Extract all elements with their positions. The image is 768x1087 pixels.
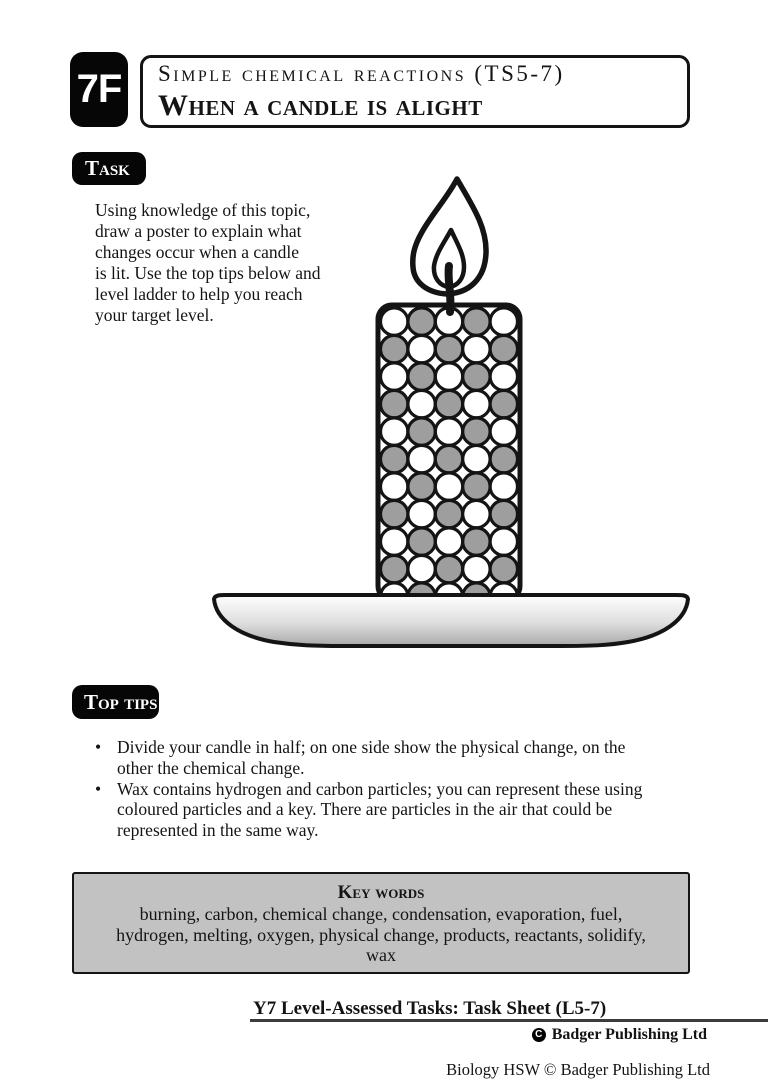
key-words-line: wax xyxy=(366,945,396,966)
wax-particle xyxy=(463,500,490,527)
wax-particle xyxy=(408,418,435,445)
candle-holder-plate xyxy=(214,595,688,646)
wax-particle xyxy=(408,335,435,362)
tip-item xyxy=(95,779,642,800)
tip-text: other the chemical change. xyxy=(117,757,305,778)
task-line: changes occur when a candle xyxy=(95,241,300,262)
tip-item-continuation xyxy=(95,758,642,779)
key-words-line: burning, carbon, chemical change, condensation, evaporation, fuel, xyxy=(139,904,623,924)
publisher-copyright xyxy=(532,1026,707,1044)
wax-particle xyxy=(381,335,408,362)
bullet-icon: • xyxy=(95,737,102,757)
wax-particle xyxy=(381,418,408,445)
tip-text: Wax contains hydrogen and carbon particles; you can represent these using xyxy=(117,778,643,799)
candle-illustration xyxy=(200,172,700,652)
wax-particle xyxy=(463,390,490,417)
wax-particle xyxy=(381,473,408,500)
key-words-line: hydrogen, melting, oxygen, physical change, products, reactants, solidify, xyxy=(116,924,646,945)
key-words-title: Key words xyxy=(337,882,425,903)
wax-particle xyxy=(490,335,517,362)
particle-grid xyxy=(381,308,518,610)
wax-particle xyxy=(435,473,462,500)
wax-particle xyxy=(490,528,517,555)
wax-particle xyxy=(490,418,517,445)
task-line: your target level. xyxy=(95,304,214,325)
header-title-box xyxy=(140,55,690,128)
wax-particle xyxy=(381,445,408,472)
wax-particle xyxy=(463,418,490,445)
task-line: is lit. Use the top tips below and xyxy=(95,262,321,283)
publisher-name: Badger Publishing Ltd xyxy=(551,1026,707,1043)
wax-particle xyxy=(435,363,462,390)
wax-particle xyxy=(408,555,435,582)
wax-particle xyxy=(381,528,408,555)
wax-particle xyxy=(490,445,517,472)
wax-particle xyxy=(490,390,517,417)
footer-divider xyxy=(250,1019,768,1022)
wax-particle xyxy=(490,308,517,335)
task-line: Using knowledge of this topic, xyxy=(95,200,311,220)
wax-particle xyxy=(435,445,462,472)
key-words-box xyxy=(72,872,690,974)
wax-particle xyxy=(490,473,517,500)
imprint-line: Biology HSW © Badger Publishing Ltd xyxy=(446,1060,710,1079)
wax-particle xyxy=(463,445,490,472)
task-line: level ladder to help you reach xyxy=(95,283,303,304)
wax-particle xyxy=(490,363,517,390)
wax-particle xyxy=(408,390,435,417)
wax-particle xyxy=(463,363,490,390)
wax-particle xyxy=(463,528,490,555)
wax-particle xyxy=(435,500,462,527)
wax-particle xyxy=(381,500,408,527)
wax-particle xyxy=(408,308,435,335)
copyright-icon: C xyxy=(532,1028,546,1042)
bullet-icon: • xyxy=(95,778,102,799)
page-title: When a candle is alight xyxy=(158,89,483,122)
wax-particle xyxy=(408,500,435,527)
wax-particle xyxy=(408,363,435,390)
tip-item-continuation xyxy=(95,799,642,820)
wax-particle xyxy=(408,445,435,472)
wax-particle xyxy=(435,528,462,555)
wax-particle xyxy=(408,528,435,555)
tip-item xyxy=(95,737,642,758)
tip-text: Divide your candle in half; on one side show the physical change, on the xyxy=(117,737,626,757)
tip-item-continuation xyxy=(95,820,642,841)
wax-particle xyxy=(490,500,517,527)
wax-particle xyxy=(463,473,490,500)
wax-particle xyxy=(381,555,408,582)
wax-particle xyxy=(381,363,408,390)
wax-particle xyxy=(435,335,462,362)
tip-text: coloured particles and a key. There are particles in the air that could be xyxy=(117,799,613,820)
wax-particle xyxy=(463,308,490,335)
wax-particle xyxy=(435,418,462,445)
wax-particle xyxy=(381,308,408,335)
wax-particle xyxy=(490,555,517,582)
unit-badge: 7F xyxy=(70,52,128,127)
footer-series-title: Y7 Level-Assessed Tasks: Task Sheet (L5-7) xyxy=(253,998,607,1019)
candle-wick-icon xyxy=(449,266,451,312)
task-section-label: Task xyxy=(72,152,146,185)
top-tips-list xyxy=(95,737,642,841)
wax-particle xyxy=(463,555,490,582)
wax-particle xyxy=(435,555,462,582)
tip-text: represented in the same way. xyxy=(117,820,319,841)
task-line: draw a poster to explain what xyxy=(95,220,302,241)
wax-particle xyxy=(408,473,435,500)
wax-particle xyxy=(435,390,462,417)
wax-particle xyxy=(463,335,490,362)
wax-particle xyxy=(381,390,408,417)
top-tips-section-label: Top tips xyxy=(72,685,159,719)
header-subtitle: Simple chemical reactions (TS5-7) xyxy=(158,61,565,86)
